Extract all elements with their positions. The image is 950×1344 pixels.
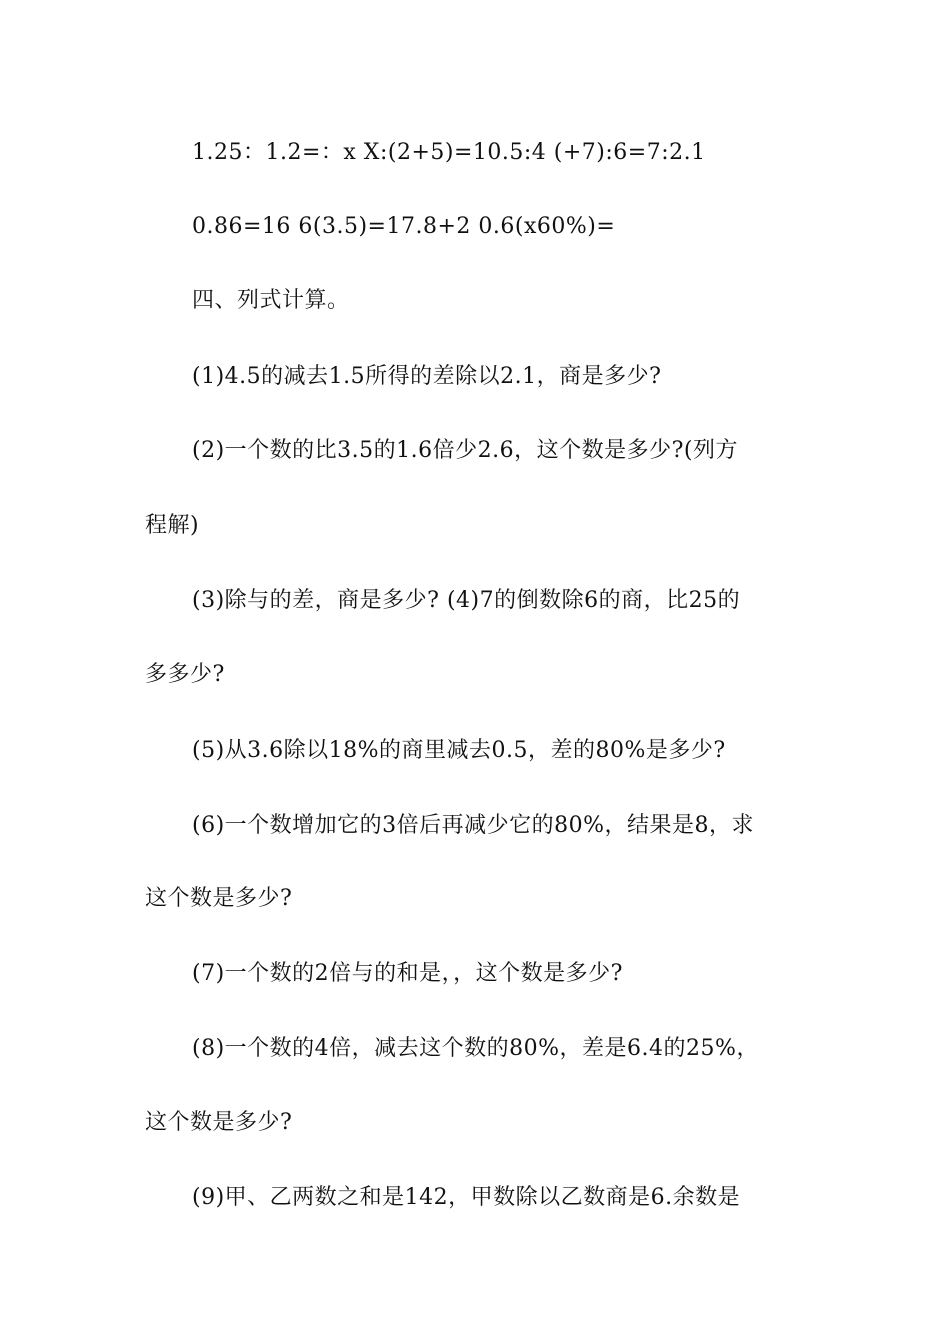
section-heading: 四、列式计算。	[192, 288, 350, 313]
question-6: (6)一个数增加它的3倍后再减少它的80%，结果是8，求	[192, 813, 755, 838]
question-7: (7)一个数的2倍与的和是，，这个数是多少?	[192, 961, 623, 986]
question-2-continued: 程解)	[145, 513, 200, 538]
question-3-4: (3)除与的差，商是多少? (4)7的倒数除6的商，比25的	[192, 588, 741, 613]
question-8-continued: 这个数是多少?	[145, 1110, 293, 1135]
question-2: (2)一个数的比3.5的1.6倍少2.6，这个数是多少?(列方	[192, 438, 739, 463]
equation-line-1: 1.25：1.2=：x X:(2+5)=10.5:4 (+7):6=7:2.1	[192, 140, 706, 165]
question-9: (9)甲、乙两数之和是142，甲数除以乙数商是6.余数是	[192, 1185, 741, 1210]
question-8: (8)一个数的4倍，减去这个数的80%，差是6.4的25%，	[192, 1036, 759, 1061]
question-5: (5)从3.6除以18%的商里减去0.5，差的80%是多少?	[192, 738, 726, 763]
question-4-continued: 多多少?	[145, 662, 225, 687]
equation-line-2: 0.86=16 6(3.5)=17.8+2 0.6(x60%)=	[192, 214, 616, 239]
question-6-continued: 这个数是多少?	[145, 886, 293, 911]
question-1: (1)4.5的减去1.5所得的差除以2.1，商是多少?	[192, 364, 662, 389]
